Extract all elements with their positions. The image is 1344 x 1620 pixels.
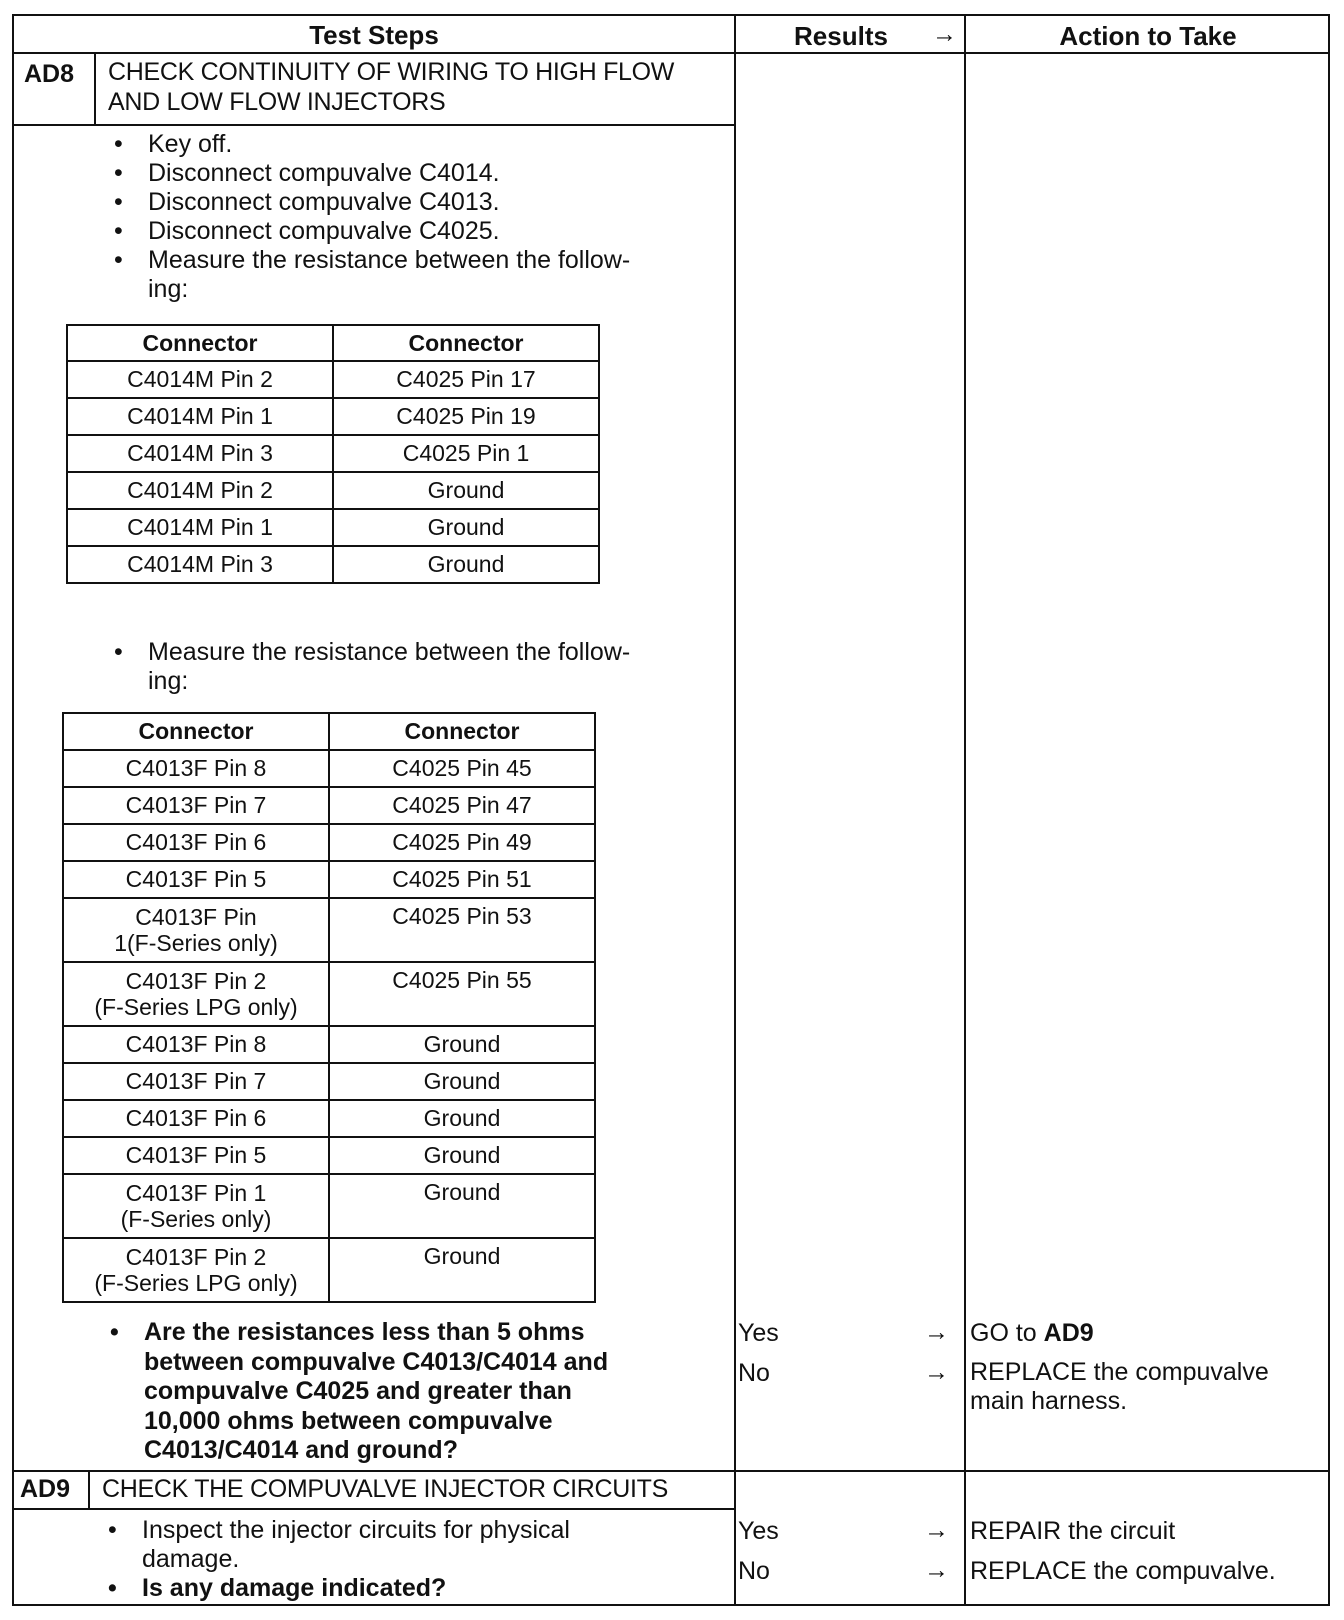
ad9-step-item: • Inspect the injector circuits for physical damage. xyxy=(104,1516,730,1574)
table2-cell: Ground xyxy=(329,1100,595,1137)
connector-table-1 xyxy=(66,324,600,584)
ad8-question-item: • Are the resistances less than 5 ohms between compuvalve C4013/C4014 and compuvalve C4025 and greater than 10,000 ohms between compuvalve C4013/C4014 and ground? xyxy=(106,1318,732,1466)
table2-cell: C4013F Pin 1 (F-Series only) xyxy=(63,1174,329,1238)
ad8-step-item: • Disconnect compuvalve C4025. xyxy=(110,217,730,246)
ad8-measure2-line2: ing: xyxy=(148,667,189,695)
ad9-result-no-arrow-icon: → xyxy=(924,1556,949,1584)
table2-cell: C4013F Pin 5 xyxy=(63,861,329,898)
ad9-result-yes: Yes xyxy=(738,1517,779,1545)
col-divider-results-action xyxy=(964,14,966,1606)
table1-header: Connector xyxy=(333,325,599,361)
ad9-step-code: AD9 xyxy=(20,1475,71,1503)
ad8-measure-line1: Measure the resistance between the follow- xyxy=(148,246,631,274)
header-results: Results xyxy=(794,21,888,51)
table1-cell: Ground xyxy=(333,546,599,583)
ad8-action-no: REPLACE the compuvalve main harness. xyxy=(970,1358,1269,1415)
table2-cell: Ground xyxy=(329,1238,595,1302)
table2-cell: C4013F Pin 8 xyxy=(63,1026,329,1063)
table1-cell: C4014M Pin 1 xyxy=(67,509,333,546)
table2-cell: Ground xyxy=(329,1174,595,1238)
table2-cell: C4013F Pin 2 (F-Series LPG only) xyxy=(63,1238,329,1302)
ad8-step-item: • Disconnect compuvalve C4014. xyxy=(110,159,730,188)
ad9-question: • Is any damage indicated? xyxy=(104,1574,730,1603)
ad8-result-yes-arrow-icon: → xyxy=(924,1318,949,1346)
table1-cell: Ground xyxy=(333,472,599,509)
ad8-title-divider xyxy=(12,124,734,126)
ad8-step-code: AD8 xyxy=(24,60,75,88)
ad8-result-yes: Yes xyxy=(738,1319,779,1347)
ad9-title-divider xyxy=(12,1508,734,1510)
ad8-goto-step-link[interactable]: AD9 xyxy=(1043,1319,1094,1347)
ad9-code-divider xyxy=(88,1470,90,1508)
ad8-result-no-arrow-icon: → xyxy=(924,1358,949,1386)
table2-header: Connector xyxy=(329,713,595,750)
table2-cell: C4013F Pin 1(F-Series only) xyxy=(63,898,329,962)
table1-cell: C4025 Pin 1 xyxy=(333,435,599,472)
table2-cell: C4013F Pin 2 (F-Series LPG only) xyxy=(63,962,329,1026)
table2-cell: C4025 Pin 49 xyxy=(329,824,595,861)
table2-cell: C4025 Pin 45 xyxy=(329,750,595,787)
table1-cell: C4025 Pin 19 xyxy=(333,398,599,435)
ad9-title: CHECK THE COMPUVALVE INJECTOR CIRCUITS xyxy=(102,1475,668,1503)
table1-cell: C4025 Pin 17 xyxy=(333,361,599,398)
connector-table-2 xyxy=(62,712,596,1303)
ad8-step-item: • Key off. xyxy=(110,130,730,159)
header-divider xyxy=(12,52,1330,54)
ad8-step-list xyxy=(110,130,730,304)
ad8-title-line1: CHECK CONTINUITY OF WIRING TO HIGH FLOW xyxy=(108,58,675,86)
table2-cell: C4013F Pin 8 xyxy=(63,750,329,787)
header-action: Action to Take xyxy=(1059,21,1237,51)
table2-cell: C4013F Pin 5 xyxy=(63,1137,329,1174)
ad8-measure-line2: ing: xyxy=(148,275,189,303)
table2-header: Connector xyxy=(63,713,329,750)
table2-cell: C4013F Pin 7 xyxy=(63,787,329,824)
header-test-steps: Test Steps xyxy=(309,20,439,50)
table2-cell: C4013F Pin 7 xyxy=(63,1063,329,1100)
table2-cell: C4025 Pin 51 xyxy=(329,861,595,898)
table1-cell: C4014M Pin 2 xyxy=(67,361,333,398)
table1-cell: C4014M Pin 1 xyxy=(67,398,333,435)
ad8-measure2-line1: Measure the resistance between the follow- xyxy=(148,638,631,666)
table2-cell: C4013F Pin 6 xyxy=(63,824,329,861)
ad8-step-item xyxy=(110,638,730,696)
ad9-action-no: REPLACE the compuvalve. xyxy=(970,1557,1276,1585)
ad8-title-line2: AND LOW FLOW INJECTORS xyxy=(108,88,446,116)
table2-cell: C4025 Pin 47 xyxy=(329,787,595,824)
header-results-arrow-icon: → xyxy=(932,20,957,48)
ad9-action-yes: REPAIR the circuit xyxy=(970,1517,1176,1545)
ad9-top-divider xyxy=(12,1470,1330,1472)
table2-cell: C4013F Pin 6 xyxy=(63,1100,329,1137)
table1-cell: C4014M Pin 2 xyxy=(67,472,333,509)
table1-cell: C4014M Pin 3 xyxy=(67,546,333,583)
table2-cell: C4025 Pin 53 xyxy=(329,898,595,962)
table2-cell: C4025 Pin 55 xyxy=(329,962,595,1026)
table1-cell: C4014M Pin 3 xyxy=(67,435,333,472)
ad8-code-divider xyxy=(94,52,96,124)
ad8-action-yes: GO to AD9 xyxy=(970,1319,1094,1347)
ad8-step-item: • Disconnect compuvalve C4013. xyxy=(110,188,730,217)
table2-cell: Ground xyxy=(329,1137,595,1174)
table2-cell: Ground xyxy=(329,1063,595,1100)
ad9-result-no: No xyxy=(738,1557,770,1585)
ad8-question xyxy=(106,1318,732,1466)
ad8-measure-step-2 xyxy=(110,638,730,696)
table2-cell: Ground xyxy=(329,1026,595,1063)
col-divider-steps-results xyxy=(734,14,736,1606)
ad9-result-yes-arrow-icon: → xyxy=(924,1516,949,1544)
ad8-result-no: No xyxy=(738,1359,770,1387)
table1-header: Connector xyxy=(67,325,333,361)
ad8-measure-step-1 xyxy=(110,246,730,304)
table1-cell: Ground xyxy=(333,509,599,546)
ad8-title xyxy=(108,57,728,117)
ad9-step-list xyxy=(104,1516,730,1603)
